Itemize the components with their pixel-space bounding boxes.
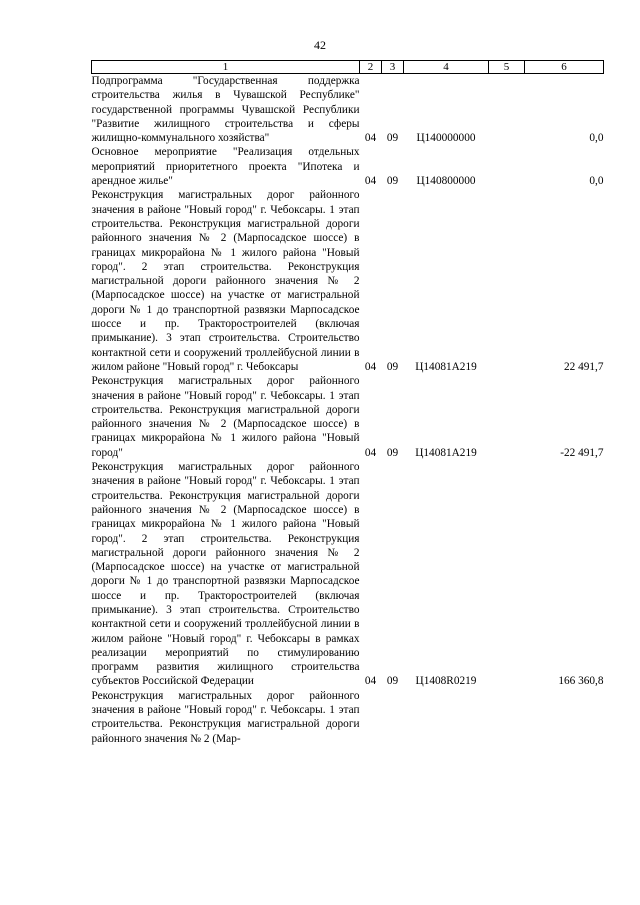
header-row	[92, 61, 604, 74]
row-amount: 0,0	[589, 132, 604, 145]
row-amount: 0,0	[589, 175, 604, 188]
row-razdel	[360, 689, 382, 746]
row-amount	[525, 689, 604, 746]
table-row	[92, 460, 604, 689]
row-csr: Ц140000000	[416, 132, 476, 145]
row-vr	[489, 188, 525, 374]
col-header-podrazdel: 3	[382, 61, 404, 74]
row-podrazdel: 09	[386, 132, 399, 145]
table-row	[92, 689, 604, 746]
row-razdel: 04	[364, 446, 377, 459]
row-razdel: 04	[364, 175, 377, 188]
row-razdel: 04	[364, 675, 377, 688]
row-vr	[489, 145, 525, 188]
row-amount: 22 491,7	[563, 360, 604, 373]
row-razdel: 04	[364, 360, 377, 373]
row-csr: Ц140800000	[416, 175, 476, 188]
row-name: Реконструкция магистральных дорог районного значения в районе "Новый город" г. Чебоксары. 1 этап строительства. Реконструкция магистральной дороги районного значения № 2 (Марпосадское шоссе) в границах микрорайона № 1 жилого района "Новый город"	[91, 375, 360, 459]
row-vr	[489, 374, 525, 460]
row-csr: Ц1408R0219	[415, 675, 477, 688]
page-number: 42	[314, 38, 326, 52]
row-name: Реконструкция магистральных дорог районного значения в районе "Новый город" г. Чебоксары. 1 этап строительства. Реконструкция магистральной дороги районного значения № 2 (Марпосадское шоссе) в границах микрорайона № 1 жилого района "Новый город". 2 этап строительства. Реконструкция магистральной дороги районного значения № 2 (Марпосадское шоссе) на участке от магистральной дороги № 1 до транспортной развязки Марпосадское шоссе и пр. Тракторостроителей (включая примыкание). 3 этап строительства. Строительство контактной сети и сооружений троллейбусной линии в жилом районе "Новый город" г. Чебоксары в рамках реализации мероприятий по стимулированию программ развития жилищного строительства субъектов Российской Федерации	[91, 461, 360, 688]
row-name: Основное мероприятие "Реализация отдельных мероприятий приоритетного проекта "Ипотека и арендное жилье"	[91, 146, 360, 188]
table-row	[92, 374, 604, 460]
row-vr	[489, 689, 525, 746]
budget-table	[91, 60, 604, 746]
row-vr	[489, 460, 525, 689]
row-razdel: 04	[364, 132, 377, 145]
col-header-csr: 4	[404, 61, 489, 74]
row-amount: 166 360,8	[558, 675, 604, 688]
row-name: Реконструкция магистральных дорог районного значения в районе "Новый город" г. Чебоксары. 1 этап строительства. Реконструкция магистральной дороги районного значения № 2 (Мар-	[91, 689, 360, 745]
row-csr: Ц14081А219	[415, 360, 477, 373]
row-csr	[404, 689, 489, 746]
row-csr: Ц14081А219	[415, 446, 477, 459]
row-podrazdel: 09	[386, 360, 399, 373]
col-header-name: 1	[92, 61, 360, 74]
col-header-vr: 5	[489, 61, 525, 74]
row-name: Подпрограмма "Государственная поддержка строительства жилья в Чувашской Республике" государственной программы Чувашской Республики "Развитие жилищного строительства и сферы жилищно-коммунального хозяйства"	[91, 75, 360, 145]
table-row	[92, 188, 604, 374]
row-name: Реконструкция магистральных дорог районного значения в районе "Новый город" г. Чебоксары. 1 этап строительства. Реконструкция магистральной дороги районного значения № 2 (Марпосадское шоссе) в границах микрорайона № 1 жилого района "Новый город". 2 этап строительства. Реконструкция магистральной дороги районного значения № 2 (Марпосадское шоссе) на участке от магистральной дороги № 1 до транспортной развязки Марпосадское шоссе и пр. Тракторостроителей (включая примыкание). 3 этап строительства. Строительство контактной сети и сооружений троллейбусной линии в жилом районе "Новый город" г. Чебоксары	[91, 189, 360, 373]
col-header-razdel: 2	[360, 61, 382, 74]
row-vr	[489, 74, 525, 146]
table-row	[92, 74, 604, 146]
row-podrazdel	[382, 689, 404, 746]
col-header-amount: 6	[525, 61, 604, 74]
row-podrazdel: 09	[386, 675, 399, 688]
table-row	[92, 145, 604, 188]
row-podrazdel: 09	[386, 175, 399, 188]
row-podrazdel: 09	[386, 446, 399, 459]
row-amount: -22 491,7	[560, 446, 604, 459]
